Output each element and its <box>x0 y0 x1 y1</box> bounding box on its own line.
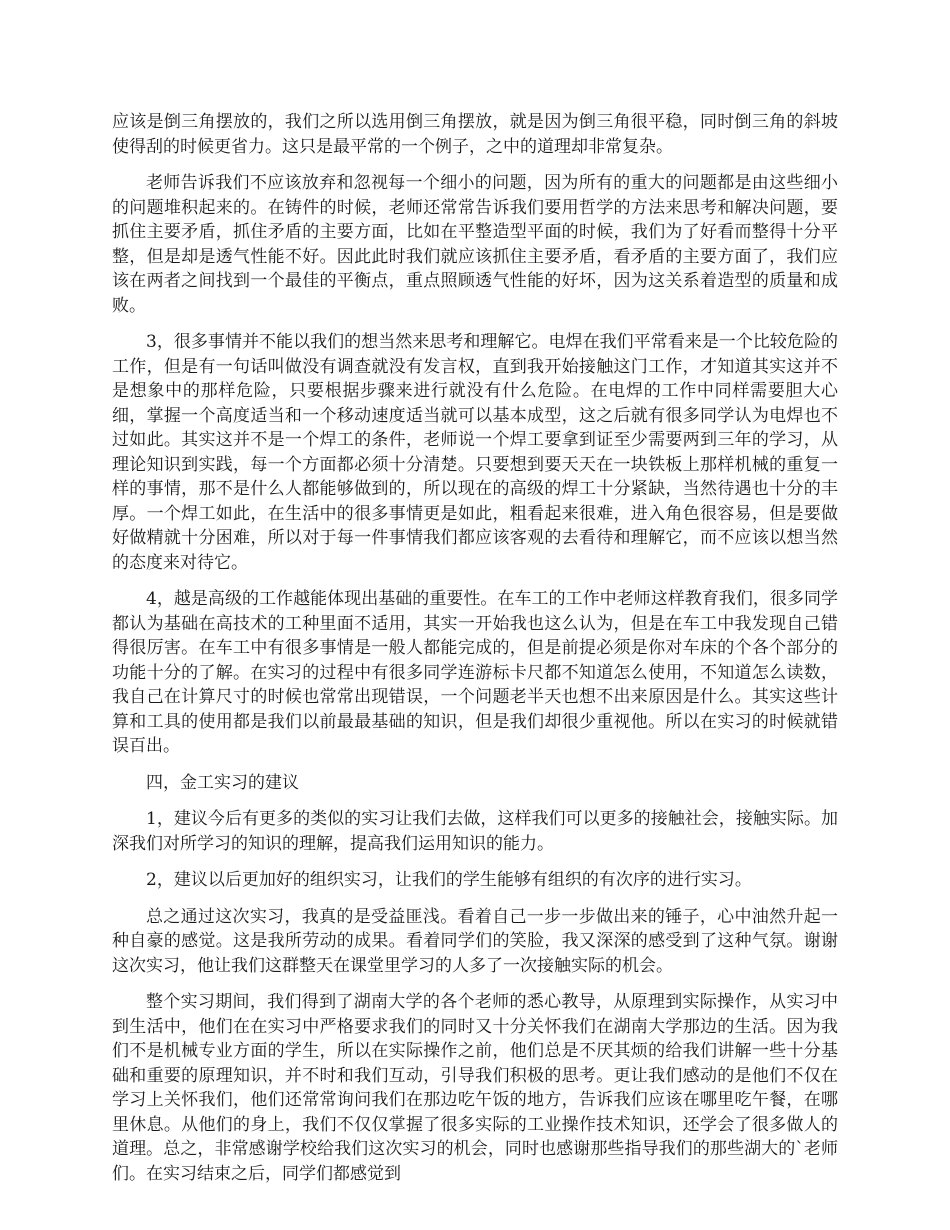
paragraph-point-3-welding: 3，很多事情并不能以我们的想当然来思考和理解它。电焊在我们平常看来是一个比较危险的工作，但是有一句话叫做没有调查就没有发言权，直到我开始接触这门工作，才知道其实这并不是想象中的那样危险，只要根据步骤来进行就没有什么危险。在电焊的工作中同样需要胆大心细，掌握一个高度适当和一个移动速度适当就可以基本成型，这之后就有很多同学认为电焊也不过如此。其实这并不是一个焊工的条件，老师说一个焊工要拿到证至少需要两到三年的学习，从理论知识到实践，每一个方面都必须十分清楚。只要想到要天天在一块铁板上那样机械的重复一样的事情，那不是什么人都能够做到的，所以现在的高级的焊工十分紧缺，当然待遇也十分的丰厚。一个焊工如此，在生活中的很多事情更是如此，粗看起来很难，进入角色很容易，但是要做好做精就十分困难，所以对于每一件事情我们都应该客观的去看待和理解它，而不应该以想当然的态度来对待它。 <box>112 332 838 573</box>
paragraph-suggestion-2: 2，建议以后更加好的组织实习，让我们的学生能够有组织的有次序的进行实习。 <box>146 870 752 890</box>
paragraph-teacher-advice: 老师告诉我们不应该放弃和忽视每一个细小的问题，因为所有的重大的问题都是由这些细小的问题堆积起来的。在铸件的时候，老师还常常告诉我们要用哲学的方法来思考和解决问题，要抓住主要矛盾，抓住矛盾的主要方面，比如在平整造型平面的时候，我们为了好看而整得十分平整，但是却是透气性能不好。因此此时我们就应该抓住主要矛盾，看矛盾的主要方面了，我们应该在两者之间找到一个最佳的平衡点，重点照顾透气性能的好坏，因为这关系着造型的质量和成败。 <box>112 173 838 316</box>
paragraph-thanks: 整个实习期间，我们得到了湖南大学的各个老师的悉心教导，从原理到实际操作，从实习中到生活中，他们在在实习中严格要求我们的同时又十分关怀我们在湖南大学那边的生活。因为我们不是机械专业方面的学生，所以在实际操作之前，他们总是不厌其烦的给我们讲解一些十分基础和重要的原理知识，并不时和我们互动，引导我们积极的思考。更让我们感动的是他们不仅在学习上关怀我们，他们还常常询问我们在那边吃午饭的地方，告诉我们应该在哪里吃午餐，在哪里休息。从他们的身上，我们不仅仅掌握了很多实际的工业操作技术知识，还学会了很多做人的道理。总之，非常感谢学校给我们这次实习的机会，同时也感谢那些指导我们的那些湖大的`老师们。在实习结束之后，同学们都感觉到 <box>112 992 838 1184</box>
section-heading-suggestions: 四，金工实习的建议 <box>146 772 299 793</box>
paragraph-summary: 总之通过这次实习，我真的是受益匪浅。看着自己一步一步做出来的锤子，心中油然升起一种自豪的感觉。这是我所劳动的成果。看着同学们的笑脸，我又深深的感受到了这种气氛。谢谢这次实习，他让我们这群整天在课堂里学习的人多了一次接触实际的机会。 <box>112 906 838 976</box>
document-body <box>112 110 838 1198</box>
paragraph-continuation: 应该是倒三角摆放的，我们之所以选用倒三角摆放，就是因为倒三角很平稳，同时倒三角的斜坡使得刮的时候更省力。这只是最平常的一个例子，之中的道理却非常复杂。 <box>112 112 838 157</box>
paragraph-suggestion-1: 1，建议今后有更多的类似的实习让我们去做，这样我们可以更多的接触社会，接触实际。加深我们对所学习的知识的理解，提高我们运用知识的能力。 <box>112 809 838 854</box>
paragraph-point-4-lathe: 4，越是高级的工作越能体现出基础的重要性。在车工的工作中老师这样教育我们，很多同学都认为基础在高技术的工种里面不适用，其实一开始我也这么认为，但是在车工中我发现自己错得很厉害。在车工中有很多事情是一般人都能完成的，但是前提必须是你对车床的个各个部分的功能十分的了解。在实习的过程中有很多同学连游标卡尺都不知道怎么使用，不知道怎么读数，我自己在计算尺寸的时候也常常出现错误，一个问题老半天也想不出来原因是什么。其实这些计算和工具的使用都是我们以前最最基础的知识，但是我们却很少重视他。所以在实习的时候就错误百出。 <box>112 589 838 756</box>
